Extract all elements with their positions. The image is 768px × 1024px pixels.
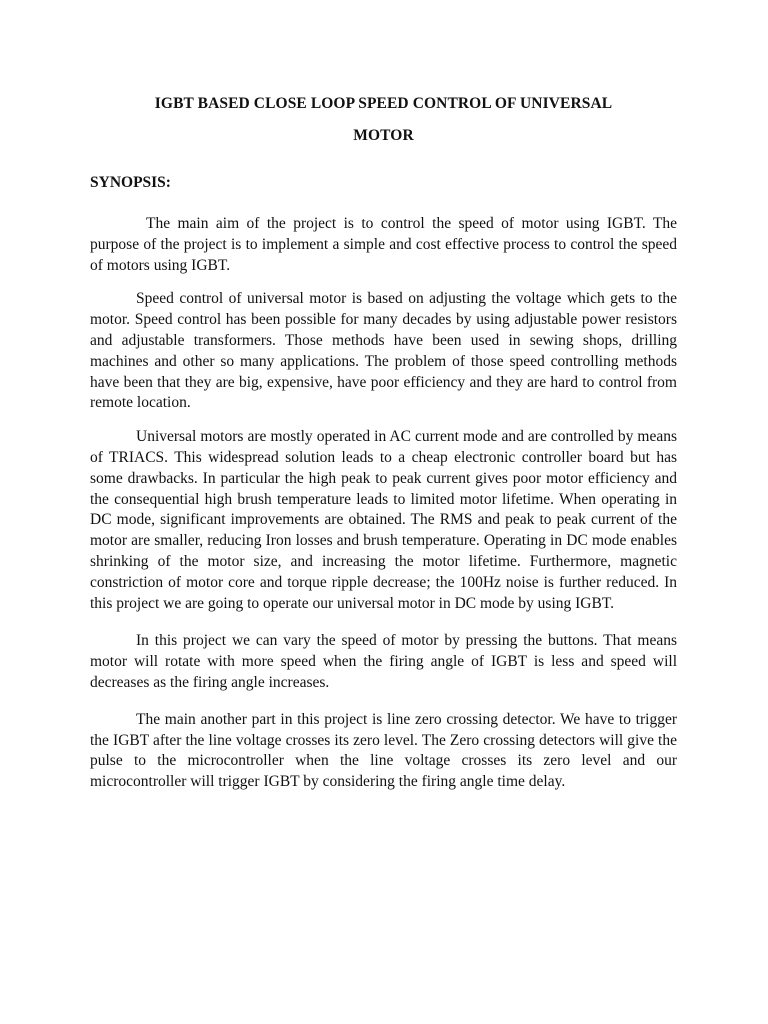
paragraph-2: Speed control of universal motor is based on adjusting the voltage which gets to the motor. Speed control has been possible for many decades by using adjustable power resistors and adjustable transformers. Those methods have been used in sewing shops, drilling machines and other so many applications. The problem of those speed controlling methods have been that they are big, expensive, have poor efficiency and they are hard to control from remote location. <box>90 290 677 412</box>
title-line-2: MOTOR <box>353 127 414 144</box>
title-line-1: IGBT BASED CLOSE LOOP SPEED CONTROL OF UNIVERSAL <box>154 95 613 112</box>
paragraph-1: The main aim of the project is to control the speed of motor using IGBT. The purpose of the project is to implement a simple and cost effective process to control the speed of motors using IGBT. <box>90 215 677 274</box>
paragraph-5: The main another part in this project is line zero crossing detector. We have to trigger the IGBT after the line voltage crosses its zero level. The Zero crossing detectors will give the pulse to the microcontroller when the line voltage crosses its zero level and our microcontroller will trigger IGBT by considering the firing angle time delay. <box>90 710 677 791</box>
section-heading-synopsis: SYNOPSIS: <box>90 174 171 191</box>
document-title <box>90 88 677 152</box>
paragraph-4: In this project we can vary the speed of motor by pressing the buttons. That means motor will rotate with more speed when the firing angle of IGBT is less and speed will decreases as the firing angle increases. <box>90 632 677 691</box>
document-page <box>90 88 677 793</box>
paragraph-3: Universal motors are mostly operated in AC current mode and are controlled by means of TRIACS. This widespread solution leads to a cheap electronic controller board but has some drawbacks. In particular the high peak to peak current gives poor motor efficiency and the consequential high brush temperature leads to limited motor lifetime. When operating in DC mode, significant improvements are obtained. The RMS and peak to peak current of the motor are smaller, reducing Iron losses and brush temperature. Operating in DC mode enables shrinking of the motor size, and increasing the motor lifetime. Furthermore, magnetic constriction of motor core and torque ripple decrease; the 100Hz noise is further reduced. In this project we are going to operate our universal motor in DC mode by using IGBT. <box>90 428 677 612</box>
